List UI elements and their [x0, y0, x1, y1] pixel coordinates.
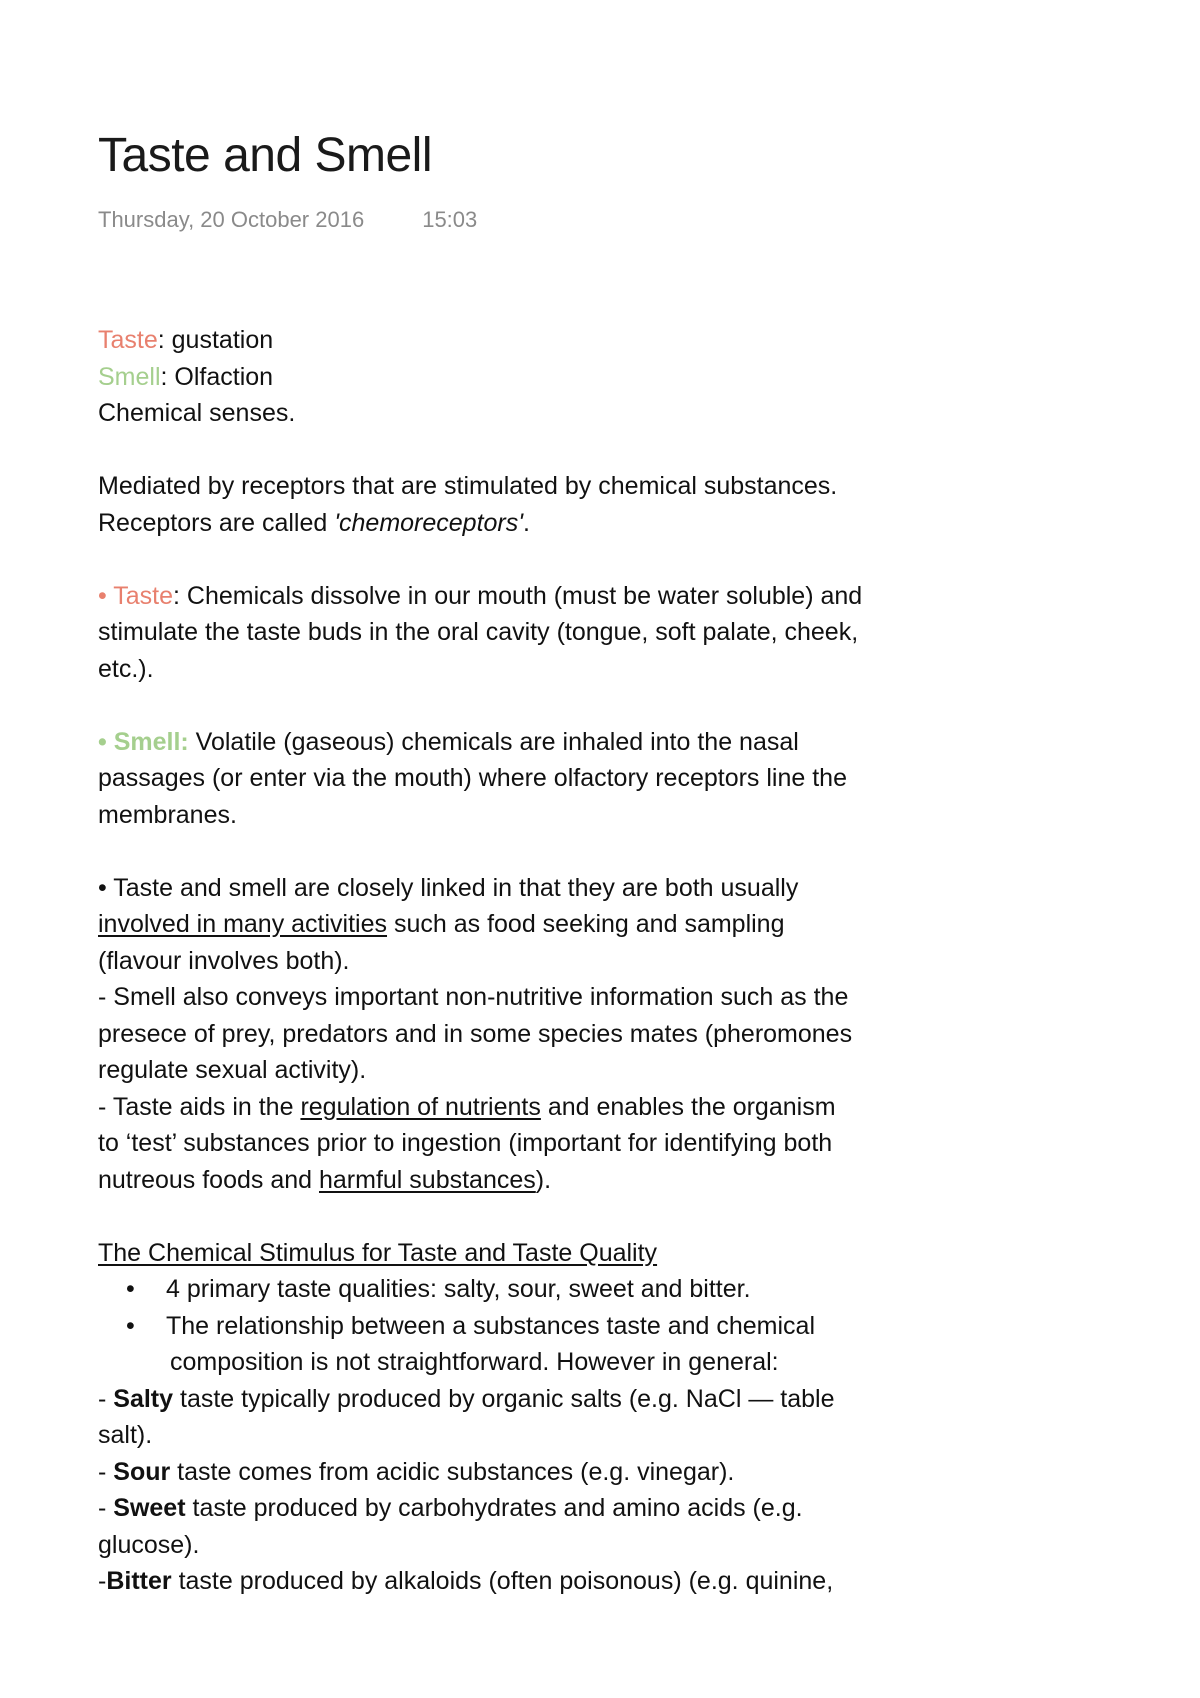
bullet-item: • The relationship between a substances taste and chemical	[126, 1311, 815, 1340]
page-meta	[98, 207, 477, 233]
linked-line-4: - Smell also conveys important non-nutritive information such as the	[98, 983, 849, 1011]
page-time: 15:03	[422, 207, 478, 232]
linked-line-1: • Taste and smell are closely linked in that they are both usually	[98, 873, 799, 902]
intro-chemical: Chemical senses.	[98, 399, 296, 427]
linked-line-3: (flavour involves both).	[98, 946, 350, 975]
page-title: Taste and Smell	[98, 129, 433, 182]
sour-line: - Sour taste comes from acidic substances (e.g. vinegar).	[98, 1457, 735, 1486]
linked-line-5: presece of prey, predators and in some species mates (pheromones	[98, 1019, 853, 1048]
taste-para-line-2: stimulate the taste buds in the oral cavity (tongue, soft palate, cheek,	[98, 618, 859, 646]
sweet-line-2: glucose).	[98, 1530, 200, 1559]
smell-para-line-2: passages (or enter via the mouth) where olfactory receptors line the	[98, 764, 847, 792]
bullet-item: • 4 primary taste qualities: salty, sour, sweet and bitter.	[126, 1275, 751, 1303]
page-date: Thursday, 20 October 2016	[98, 207, 365, 232]
linked-line-9: nutreous foods and harmful substances).	[98, 1165, 552, 1194]
taste-para-line-3: etc.).	[98, 654, 154, 683]
salty-line-2: salt).	[98, 1421, 153, 1449]
note-body	[98, 322, 978, 1600]
intro-smell: Smell: Olfaction	[98, 362, 274, 391]
taste-para-line-1: • Taste: Chemicals dissolve in our mouth (must be water soluble) and	[98, 581, 863, 610]
smell-para-line-1: • Smell: Volatile (gaseous) chemicals are inhaled into the nasal	[98, 727, 799, 756]
bitter-line: -Bitter taste produced by alkaloids (often poisonous) (e.g. quinine,	[98, 1567, 834, 1595]
smell-para-line-3: membranes.	[98, 800, 237, 829]
linked-line-6: regulate sexual activity).	[98, 1056, 367, 1084]
linked-line-8: to ‘test’ substances prior to ingestion (important for identifying both	[98, 1129, 833, 1157]
linked-line-7: - Taste aids in the regulation of nutrients and enables the organism	[98, 1092, 836, 1121]
mediated-line-2: Receptors are called 'chemoreceptors'.	[98, 508, 530, 537]
salty-line-1: - Salty taste typically produced by organic salts (e.g. NaCl — table	[98, 1384, 835, 1413]
intro-taste: Taste: gustation	[98, 326, 274, 354]
sweet-line-1: - Sweet taste produced by carbohydrates and amino acids (e.g.	[98, 1494, 803, 1522]
bullet-continuation: composition is not straightforward. However in general:	[170, 1348, 779, 1376]
section-heading: The Chemical Stimulus for Taste and Taste Quality	[98, 1238, 658, 1267]
linked-line-2: involved in many activities such as food seeking and sampling	[98, 910, 785, 938]
mediated-line-1: Mediated by receptors that are stimulated by chemical substances.	[98, 472, 838, 500]
